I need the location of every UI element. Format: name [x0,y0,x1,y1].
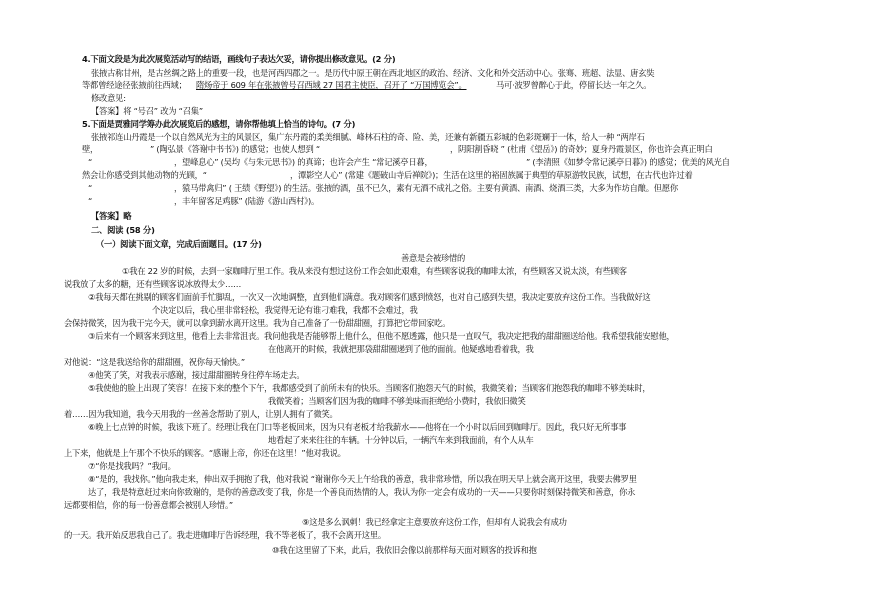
passage-line: “ [88,196,93,206]
article-line: 达了，我是特意赶过来向你致谢的，是你的善意改变了我，你是一个善良而热情的人，我认为你一定会有成功的一天——只要你时刻保持微笑和善意，你永 [88,487,636,497]
underlined-sentence: 隋炀帝于 609 年在张掖曾号召西域 27 国君主使臣，召开了 “万国博览会”。 [196,80,467,90]
article-line: 个决定以后，我心里非常轻松，我觉得无论有谁刁难我，我都不会难过，我 [152,305,418,315]
article-line: ⑥晚上七点钟的时候，我该下班了。经理让我在门口等老板回来，因为只有老板才给我薪水——他将在一个小时以后回到咖啡厅。因此，我只好无所事事 [88,422,627,432]
article-line: ⑤我使他的脸上出现了笑容！在接下来的整个下午，我都感受到了前所未有的快乐。当顾客们抱怨天气的时候，我微笑着；当顾客们抱怨我的咖啡不够美味时， [88,383,651,393]
passage-line: ，阴阳割昏晓 ” (杜甫《望岳》) 的奇妙；夏身丹霞景区，你也许会真正明白 [450,144,713,154]
passage-line: “ [88,157,93,167]
article-line: 会保持微笑，因为我干完今天，就可以拿到薪水离开这里。我为自己准备了一份甜甜圈，打算把它带回家吃。 [64,318,451,328]
answer-blank [218,170,290,179]
passage-line: ” (陶弘景《答谢中书书》) 的感觉；也使人想到 “ [150,144,320,154]
revision-label: 修改意见: [91,93,126,103]
article-line: ⑨这是多么讽刺！我已经拿定主意要放弃这份工作，但却有人说我会有成功 [302,517,567,527]
article-line: 的一天。我开始反思我自己了。我走进咖啡厅告诉经理，我不等老板了，我不会离开这里。 [64,530,386,540]
section-heading: 二、阅读 (58 分) [91,225,155,235]
article-line: 我微笑着；当顾客们因为我的咖啡不够美味而拒绝给小费时，我依旧微笑 [268,396,526,406]
answer-line: 【答案】将 “号召” 改为 “召集” [91,106,203,116]
article-line: 说我放了太多的糖，还有些顾客说冰放得太少…… [64,279,242,289]
passage-line: ，潭影空人心” (常建《题破山寺后禅院》)；生活在这里的裕固族属于典型的草原游牧民族，试想，在古代也许过着 [290,170,693,180]
answer-blank [468,157,526,166]
article-line: 远都要相信，你的每一份善意都会被别人珍惜。” [64,500,233,510]
answer-blank [100,144,150,153]
article-line: 着……因为我知道，我今天用我的一丝善念帮助了别人，让别人拥有了微笑。 [64,409,338,419]
passage-line: 张掖祁连山丹霞是一个以自然风光为主的风景区，集广东丹霞的柔美细腻、峰林石柱的奇、险、美，还兼有新疆五彩城的色彩斑斓于一体，给人一种 “两岸石 [91,132,645,142]
passage-line: 然会让你感受到其他动物的光顾，“ [82,170,207,180]
article-line: ⑩我在这里留了下来，此后，我依旧会像以前那样每天面对顾客的投诉和抱 [272,545,537,555]
answer-blank [96,183,174,192]
passage-line: ，猿马带禽归” ( 王绩《野望》) 的生活。张掖的酒，虽不已久，素有无酒不成礼之俗。主要有黄酒、南酒、烧酒三类，大多为作坊自酿。但愿你 [174,183,678,193]
answer-blank [96,157,174,166]
passage-line: 等都曾经途径张掖前往西域； [82,80,187,90]
passage-line: 马可·波罗曾醉心于此，停留长达一年之久。 [496,80,652,90]
passage-line: ，丰年留客足鸡豚” (陆游《游山西村》)。 [174,196,320,206]
article-line: 在他离开的时候，我就把那袋甜甜圈递到了他的面前。他疑惑地看着我，我 [268,344,534,354]
article-line: ①我在 22 岁的时候，去到一家咖啡厅里工作。我从来没有想过这份工作会如此艰难，有些顾客说我的咖啡太浓，有些顾客又说太淡，有些顾客 [122,266,627,276]
question-5-prompt: 5.下面是贾雅同学筹办此次展览后的感想，请你帮他填上恰当的诗句。(7 分) [82,119,356,129]
article-line: ④他笑了笑，对我表示感谢，接过甜甜圈转身往停车场走去。 [88,370,305,380]
passage-line: ” (李清照《如梦令常记溪亭日暮》) 的感觉；优美的风光自 [526,157,730,167]
passage-line: “ [88,183,93,193]
passage-line: ，望峰息心” (吴均《与朱元思书》) 的真谛；也许会产生 “常记溪亭日暮， [174,157,433,167]
subsection-heading: （一）阅读下面文章，完成后面题目。(17 分) [96,239,262,249]
article-line: ⑧“是的，我找你。”他向我走来，伸出双手拥抱了我，他对我说 “谢谢你今天上午给我的善意，我非常珍惜，所以我在明天早上就会离开这里，我要去佛罗里 [88,474,637,484]
question-4-prompt: 4.下面文段是为此次展览活动写的结语，画线句子表达欠妥，请你提出修改意见。(2 分) [82,54,396,64]
answer-line: 【答案】略 [91,211,132,221]
answer-blank [355,144,450,153]
answer-blank [96,196,174,205]
article-line: ⑦“你是找我吗？”我问。 [88,461,176,471]
article-line: 对他说：“这是我送给你的甜甜圈，祝你每天愉快。” [64,357,245,367]
article-line: 地看起了来来往往的车辆。十分钟以后，一辆汽车来到我面前，有个人从车 [268,435,534,445]
passage-line: 张掖古称甘州，是古丝绸之路上的重要一段，也是河西四郡之一。是历代中原王朝在西北地区的政治、经济、文化和外交活动中心。张骞、班超、法显、唐玄奘 [91,68,655,78]
article-line: ③后来有一个顾客来到这里，他看上去非常沮丧。我问他我是否能够帮上他什么，但他不愿透露，他只是一直叹气，我决定把我的甜甜圈送给他。我希望我能安慰他， [88,331,675,341]
article-line: ②我每天都在挑剔的顾客们面前手忙脚乱，一次又一次地调整，直到他们满意。我对顾客们感到愤怒，也对自己感到失望，我决定要放弃这份工作。当我做好这 [88,292,651,302]
article-title: 善意是会被珍惜的 [400,253,466,263]
passage-line: 壁， [82,144,99,154]
article-line: 上下来，他就是上午那个不快乐的顾客。“感谢上帝，你还在这里！”他对我说。 [64,448,346,458]
